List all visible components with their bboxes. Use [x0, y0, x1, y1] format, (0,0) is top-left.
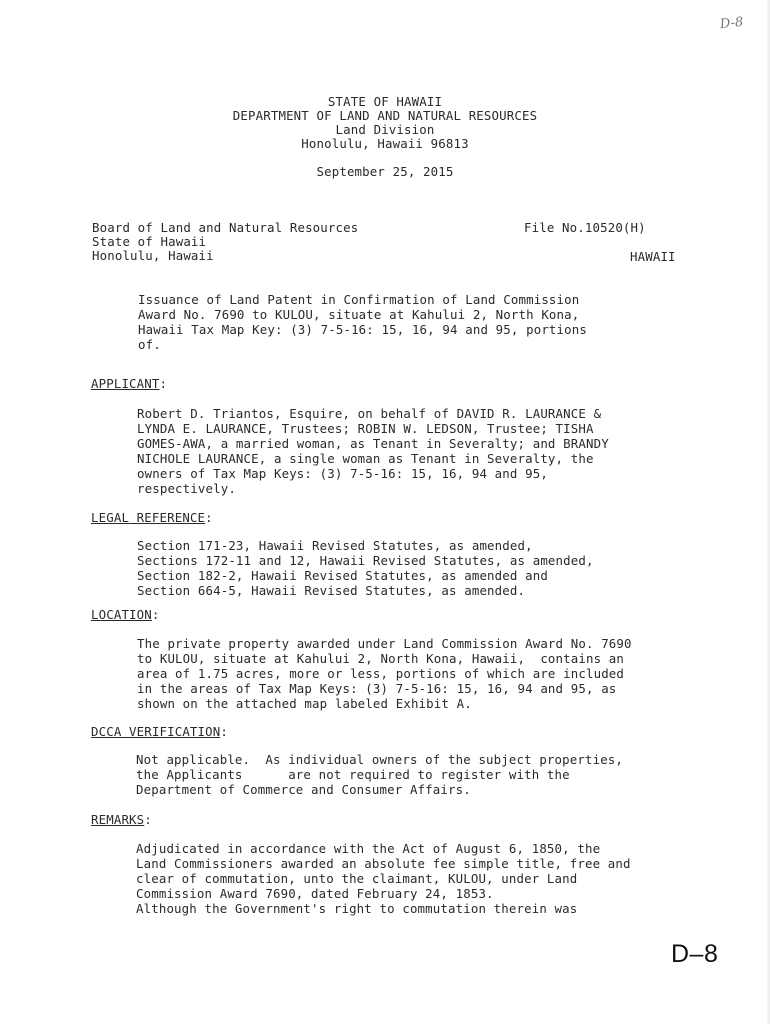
location-heading-text: LOCATION [91, 607, 152, 622]
addressee-state: State of Hawaii [92, 234, 207, 249]
applicant-heading-text: APPLICANT [91, 376, 160, 391]
location-line: The private property awarded under Land Commission Award No. 7690 [137, 636, 632, 651]
remarks-body [136, 841, 631, 916]
header-division: Land Division [335, 122, 435, 137]
dcca-line: Department of Commerce and Consumer Affairs. [136, 782, 471, 797]
dcca-heading: DCCA VERIFICATION: [91, 724, 228, 739]
legal-reference-line: Section 664-5, Hawaii Revised Statutes, as amended. [137, 583, 526, 598]
island-label: HAWAII [630, 249, 676, 264]
legal-reference-line: Sections 172-11 and 12, Hawaii Revised Statutes, as amended, [137, 553, 594, 568]
subject-line: of. [138, 337, 161, 352]
legal-reference-heading: LEGAL REFERENCE: [91, 510, 213, 525]
remarks-line: Adjudicated in accordance with the Act of August 6, 1850, the [136, 841, 601, 856]
applicant-heading: APPLICANT: [91, 376, 168, 391]
addressee-board: Board of Land and Natural Resources [92, 220, 359, 235]
applicant-line: Robert D. Triantos, Esquire, on behalf of DAVID R. LAURANCE & [137, 406, 602, 421]
applicant-line: NICHOLE LAURANCE, a single woman as Tenant in Severalty, the [137, 451, 594, 466]
subject-line: Issuance of Land Patent in Confirmation of Land Commission [138, 292, 580, 307]
subject-line: Award No. 7690 to KULOU, situate at Kahului 2, North Kona, [138, 307, 580, 322]
remarks-line: Commission Award 7690, dated February 24, 1853. [136, 886, 494, 901]
dcca-line: the Applicants are not required to register with the [136, 767, 570, 782]
dcca-heading-text: DCCA VERIFICATION [91, 724, 221, 739]
location-line: shown on the attached map labeled Exhibit A. [137, 696, 472, 711]
scan-edge-divider [766, 0, 770, 1024]
remarks-line: Although the Government's right to commutation therein was [136, 901, 578, 916]
addressee-city: Honolulu, Hawaii [92, 248, 214, 263]
applicant-line: owners of Tax Map Keys: (3) 7-5-16: 15, 16, 94 and 95, [137, 466, 548, 481]
legal-reference-line: Section 182-2, Hawaii Revised Statutes, as amended and [137, 568, 548, 583]
header-state: STATE OF HAWAII [327, 94, 443, 109]
page-number-mark: D–8 [671, 940, 719, 968]
remarks-heading-text: REMARKS [91, 812, 145, 827]
applicant-line: GOMES-AWA, a married woman, as Tenant in Severalty; and BRANDY [137, 436, 609, 451]
subject-line: Hawaii Tax Map Key: (3) 7-5-16: 15, 16, 94 and 95, portions [138, 322, 587, 337]
applicant-line: LYNDA E. LAURANCE, Trustees; ROBIN W. LEDSON, Trustee; TISHA [137, 421, 594, 436]
location-heading: LOCATION: [91, 607, 160, 622]
location-line: area of 1.75 acres, more or less, portions of which are included [137, 666, 625, 681]
dcca-body [136, 752, 623, 797]
header-department: DEPARTMENT OF LAND AND NATURAL RESOURCES [232, 108, 538, 123]
subject-block [138, 292, 587, 352]
legal-reference-body [137, 538, 594, 598]
file-number: File No.10520(H) [524, 220, 646, 235]
legal-reference-heading-text: LEGAL REFERENCE [91, 510, 206, 525]
remarks-line: Land Commissioners awarded an absolute fee simple title, free and [136, 856, 631, 871]
handwritten-corner-mark: D-8 [719, 14, 745, 33]
remarks-line: clear of commutation, unto the claimant, KULOU, under Land [136, 871, 578, 886]
applicant-line: respectively. [137, 481, 236, 496]
location-line: in the areas of Tax Map Keys: (3) 7-5-16: 15, 16, 94 and 95, as [137, 681, 617, 696]
document-date: September 25, 2015 [316, 164, 454, 179]
location-body [137, 636, 632, 711]
applicant-body [137, 406, 609, 496]
remarks-heading: REMARKS: [91, 812, 152, 827]
legal-reference-line: Section 171-23, Hawaii Revised Statutes, as amended, [137, 538, 533, 553]
location-line: to KULOU, situate at Kahului 2, North Kona, Hawaii, contains an [137, 651, 625, 666]
dcca-line: Not applicable. As individual owners of the subject properties, [136, 752, 624, 767]
header-city: Honolulu, Hawaii 96813 [301, 136, 469, 151]
